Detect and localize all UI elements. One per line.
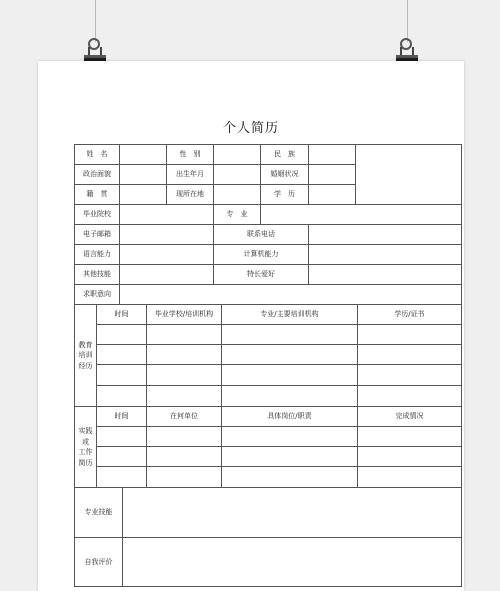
work-row-position[interactable]	[221, 466, 358, 488]
edu-row-major[interactable]	[221, 364, 358, 386]
label-professional-skills: 专业技能	[74, 487, 123, 538]
label-phone: 联系电话	[213, 224, 309, 245]
work-label-line: 简历	[78, 458, 93, 467]
education-label-line: 经历	[78, 361, 93, 370]
work-label-line: 工作	[78, 448, 93, 456]
edu-row-time[interactable]	[96, 344, 147, 365]
label-school: 毕业院校	[74, 204, 120, 225]
education-section-label	[74, 304, 97, 407]
label-gender: 性 别	[166, 144, 214, 165]
value-computer[interactable]	[308, 244, 462, 265]
edu-row-degree[interactable]	[357, 364, 462, 386]
value-professional-skills[interactable]	[122, 487, 462, 538]
label-self-evaluation: 自我评价	[74, 537, 123, 587]
label-political: 政治面貌	[74, 164, 120, 185]
value-origin[interactable]	[119, 184, 167, 205]
work-header-time: 时间	[96, 406, 147, 427]
edu-row-degree[interactable]	[357, 385, 462, 407]
work-header-position: 具体岗位/职责	[221, 406, 358, 427]
work-section-label	[74, 406, 97, 488]
label-major: 专 业	[213, 204, 261, 225]
edu-row-time[interactable]	[96, 385, 147, 407]
edu-row-degree[interactable]	[357, 324, 462, 345]
work-row-position[interactable]	[221, 426, 358, 447]
work-header-result: 完成情况	[357, 406, 462, 427]
photo-area[interactable]	[355, 144, 462, 205]
value-ethnicity[interactable]	[308, 144, 356, 165]
value-major[interactable]	[260, 204, 462, 225]
work-label-line: 实践	[78, 427, 93, 435]
education-label-line: 培训	[78, 351, 93, 360]
edu-row-major[interactable]	[221, 385, 358, 407]
resume-paper	[38, 61, 464, 591]
work-row-result[interactable]	[357, 466, 462, 488]
label-other-skills: 其他技能	[74, 264, 120, 285]
label-ethnicity: 民 族	[260, 144, 309, 165]
value-phone[interactable]	[308, 224, 462, 245]
value-marital[interactable]	[308, 164, 356, 185]
value-degree[interactable]	[308, 184, 356, 205]
value-residence[interactable]	[213, 184, 261, 205]
hanging-wire-right	[407, 0, 408, 42]
label-residence: 现所在地	[166, 184, 214, 205]
edu-row-major[interactable]	[221, 344, 358, 365]
work-row-time[interactable]	[96, 466, 147, 488]
label-birth: 出生年月	[166, 164, 214, 185]
work-row-result[interactable]	[357, 446, 462, 467]
edu-row-time[interactable]	[96, 364, 147, 386]
work-header-company: 在何单位	[146, 406, 222, 427]
value-email[interactable]	[119, 224, 214, 245]
edu-row-time[interactable]	[96, 324, 147, 345]
value-political[interactable]	[119, 164, 167, 185]
edu-row-school[interactable]	[146, 344, 222, 365]
work-row-result[interactable]	[357, 426, 462, 447]
label-name: 姓 名	[74, 144, 120, 165]
page-title: 个人简历	[222, 121, 279, 136]
edu-header-time: 时间	[96, 304, 147, 325]
education-label-line: 教育	[78, 340, 93, 349]
value-intention[interactable]	[119, 284, 462, 305]
work-row-position[interactable]	[221, 446, 358, 467]
hanging-wire-left	[95, 0, 96, 42]
value-birth[interactable]	[213, 164, 261, 185]
work-row-company[interactable]	[146, 446, 222, 467]
value-other-skills[interactable]	[119, 264, 214, 285]
label-computer: 计算机能力	[213, 244, 309, 265]
edu-row-major[interactable]	[221, 324, 358, 345]
work-label-line: 或	[82, 437, 89, 446]
value-gender[interactable]	[213, 144, 261, 165]
label-origin: 籍 贯	[74, 184, 120, 205]
label-email: 电子邮箱	[74, 224, 120, 245]
label-hobbies: 特长爱好	[213, 264, 309, 285]
work-row-time[interactable]	[96, 426, 147, 447]
label-intention: 求职意向	[74, 284, 120, 305]
value-language[interactable]	[119, 244, 214, 265]
value-name[interactable]	[119, 144, 167, 165]
label-degree: 学 历	[260, 184, 309, 205]
edu-row-school[interactable]	[146, 324, 222, 345]
label-language: 语言能力	[74, 244, 120, 265]
edu-row-school[interactable]	[146, 364, 222, 386]
label-marital: 婚姻状况	[260, 164, 309, 185]
edu-header-major: 专业/主要培训机构	[221, 304, 358, 325]
edu-row-school[interactable]	[146, 385, 222, 407]
edu-header-degree: 学历/证书	[357, 304, 462, 325]
edu-header-school: 毕业学校/培训机构	[146, 304, 222, 325]
value-self-evaluation[interactable]	[122, 537, 462, 587]
work-row-time[interactable]	[96, 446, 147, 467]
edu-row-degree[interactable]	[357, 344, 462, 365]
work-row-company[interactable]	[146, 426, 222, 447]
value-school[interactable]	[119, 204, 214, 225]
value-hobbies[interactable]	[308, 264, 462, 285]
work-row-company[interactable]	[146, 466, 222, 488]
